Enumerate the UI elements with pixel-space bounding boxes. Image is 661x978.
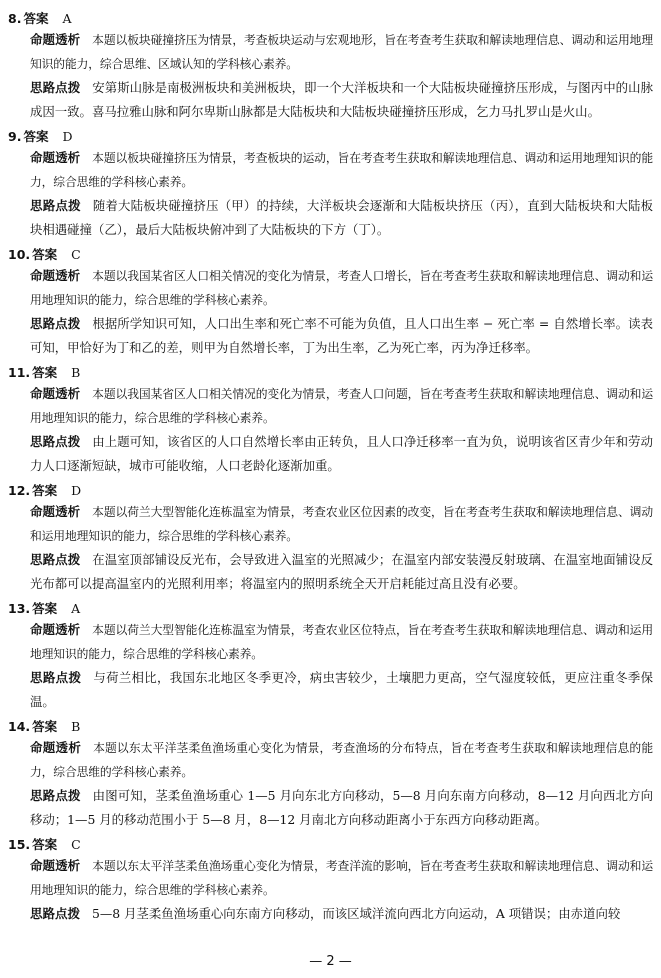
question-10-block: [8, 246, 653, 360]
question-11-block: [8, 364, 653, 478]
analysis-label: 命题透析: [30, 268, 81, 283]
hint-text: 与荷兰相比，我国东北地区冬季更冷，病虫害较少，土壤肥力更高，空气湿度较低，更应注重冬季保温。: [30, 670, 653, 709]
hint-text: 由上题可知，该省区的人口自然增长率由正转负，且人口净迁移率一直为负，说明该省区青少年和劳动力人口逐渐短缺，城市可能收缩，人口老龄化逐渐加重。: [30, 434, 653, 473]
question-8-block: [8, 10, 653, 124]
answer-letter: C: [71, 247, 81, 262]
page-number: — 2 —: [309, 954, 352, 969]
hint-label: 思路点拨: [30, 434, 81, 449]
answer-label: 答案: [23, 129, 49, 144]
analysis-text: 本题以东太平洋茎柔鱼渔场重心变化为情景，考查渔场的分布特点，旨在考查考生获取和解读地理信息的能力，综合思维的学科核心素养。: [30, 741, 653, 779]
answer-line: [8, 10, 653, 28]
answer-letter: A: [62, 11, 72, 26]
answer-line: [8, 364, 653, 382]
answer-label: 答案: [32, 247, 58, 262]
answer-label: 答案: [32, 837, 58, 852]
analysis-text: 本题以东太平洋茎柔鱼渔场重心变化为情景，考查洋流的影响，旨在考查考生获取和解读地理信息、调动和运用地理知识的能力，综合思维的学科核心素养。: [30, 859, 653, 897]
question-14-block: [8, 718, 653, 832]
analysis-paragraph: [30, 500, 653, 548]
question-number: 11.: [8, 365, 31, 380]
answer-label: 答案: [32, 719, 58, 734]
question-number: 10.: [8, 247, 31, 262]
answer-label: 答案: [32, 365, 58, 380]
question-number: 8.: [8, 11, 22, 26]
analysis-label: 命题透析: [30, 32, 81, 47]
hint-label: 思路点拨: [30, 788, 81, 803]
hint-paragraph: [30, 76, 653, 124]
hint-label: 思路点拨: [30, 552, 81, 567]
analysis-paragraph: [30, 736, 653, 784]
hint-label: 思路点拨: [30, 198, 81, 213]
analysis-text: 本题以板块碰撞挤压为情景，考查板块运动与宏观地形，旨在考查考生获取和解读地理信息、调动和运用地理知识的能力，综合思维、区域认知的学科核心素养。: [30, 33, 653, 71]
analysis-label: 命题透析: [30, 386, 81, 401]
hint-paragraph: [30, 312, 653, 360]
question-number: 13.: [8, 601, 31, 616]
hint-paragraph: [30, 784, 653, 832]
hint-text: 安第斯山脉是南极洲板块和美洲板块，即一个大洋板块和一个大陆板块碰撞挤压形成，与图丙中的山脉成因一致。喜马拉雅山脉和阿尔卑斯山脉都是大陆板块和大陆板块碰撞挤压形成，乞力马扎罗山是火山。: [30, 80, 653, 119]
question-number: 15.: [8, 837, 31, 852]
answer-line: [8, 718, 653, 736]
question-number: 12.: [8, 483, 31, 498]
hint-paragraph: [30, 548, 653, 596]
answer-label: 答案: [23, 11, 49, 26]
answer-label: 答案: [32, 601, 58, 616]
analysis-paragraph: [30, 618, 653, 666]
question-9-block: [8, 128, 653, 242]
analysis-text: 本题以荷兰大型智能化连栋温室为情景，考查农业区位因素的改变，旨在考查考生获取和解读地理信息、调动和运用地理知识的能力，综合思维的学科核心素养。: [30, 505, 653, 543]
analysis-text: 本题以我国某省区人口相关情况的变化为情景，考查人口问题，旨在考查考生获取和解读地理信息、调动和运用地理知识的能力，综合思维的学科核心素养。: [30, 387, 653, 425]
analysis-paragraph: [30, 264, 653, 312]
analysis-label: 命题透析: [30, 858, 81, 873]
answer-letter: D: [71, 483, 82, 498]
answer-line: [8, 128, 653, 146]
answer-line: [8, 600, 653, 618]
answer-line: [8, 482, 653, 500]
analysis-paragraph: [30, 854, 653, 902]
hint-label: 思路点拨: [30, 316, 81, 331]
hint-text: 由图可知，茎柔鱼渔场重心 1—5 月向东北方向移动，5—8 月向东南方向移动，8—12 月向西北方向移动；1—5 月的移动范围小于 5—8 月，8—12 月南北方向移动距离小于东西方向移动距离。: [30, 788, 653, 827]
analysis-label: 命题透析: [30, 504, 81, 519]
answer-line: [8, 246, 653, 264]
answer-letter: B: [71, 719, 81, 734]
analysis-paragraph: [30, 382, 653, 430]
analysis-label: 命题透析: [30, 622, 81, 637]
analysis-text: 本题以荷兰大型智能化连栋温室为情景，考查农业区位特点，旨在考查考生获取和解读地理信息、调动和运用地理知识的能力，综合思维的学科核心素养。: [30, 623, 653, 661]
question-number: 14.: [8, 719, 31, 734]
hint-text: 5—8 月茎柔鱼渔场重心向东南方向移动，而该区域洋流向西北方向运动，A 项错误；由赤道向较: [92, 906, 621, 921]
question-15-block: [8, 836, 653, 926]
analysis-text: 本题以我国某省区人口相关情况的变化为情景，考查人口增长，旨在考查考生获取和解读地理信息、调动和运用地理知识的能力，综合思维的学科核心素养。: [30, 269, 653, 307]
hint-paragraph: [30, 902, 653, 926]
hint-text: 根据所学知识可知，人口出生率和死亡率不可能为负值，且人口出生率 − 死亡率 = 自然增长率。读表可知，甲恰好为丁和乙的差，则甲为自然增长率，丁为出生率，乙为死亡率，丙为净迁移率。: [30, 316, 653, 355]
answer-letter: D: [62, 129, 73, 144]
answer-letter: A: [71, 601, 81, 616]
hint-label: 思路点拨: [30, 670, 82, 685]
hint-paragraph: [30, 194, 653, 242]
analysis-label: 命题透析: [30, 740, 82, 755]
answer-letter: B: [71, 365, 81, 380]
analysis-text: 本题以板块碰撞挤压为情景，考查板块的运动，旨在考查考生获取和解读地理信息、调动和运用地理知识的能力，综合思维的学科核心素养。: [30, 151, 653, 189]
hint-label: 思路点拨: [30, 80, 81, 95]
answer-label: 答案: [32, 483, 58, 498]
hint-label: 思路点拨: [30, 906, 81, 921]
hint-text: 随着大陆板块碰撞挤压（甲）的持续，大洋板块会逐渐和大陆板块挤压（丙），直到大陆板块和大陆板块相遇碰撞（乙），最后大陆板块俯冲到了大陆板块的下方（丁）。: [30, 198, 653, 237]
analysis-label: 命题透析: [30, 150, 81, 165]
hint-paragraph: [30, 430, 653, 478]
hint-paragraph: [30, 666, 653, 714]
question-12-block: [8, 482, 653, 596]
answer-letter: C: [71, 837, 81, 852]
hint-text: 在温室顶部铺设反光布，会导致进入温室的光照减少；在温室内部安装漫反射玻璃、在温室地面铺设反光布都可以提高温室内的光照利用率；将温室内的照明系统全天开启耗能过高且没有必要。: [30, 552, 653, 591]
analysis-paragraph: [30, 28, 653, 76]
question-number: 9.: [8, 129, 22, 144]
analysis-paragraph: [30, 146, 653, 194]
answer-line: [8, 836, 653, 854]
question-13-block: [8, 600, 653, 714]
